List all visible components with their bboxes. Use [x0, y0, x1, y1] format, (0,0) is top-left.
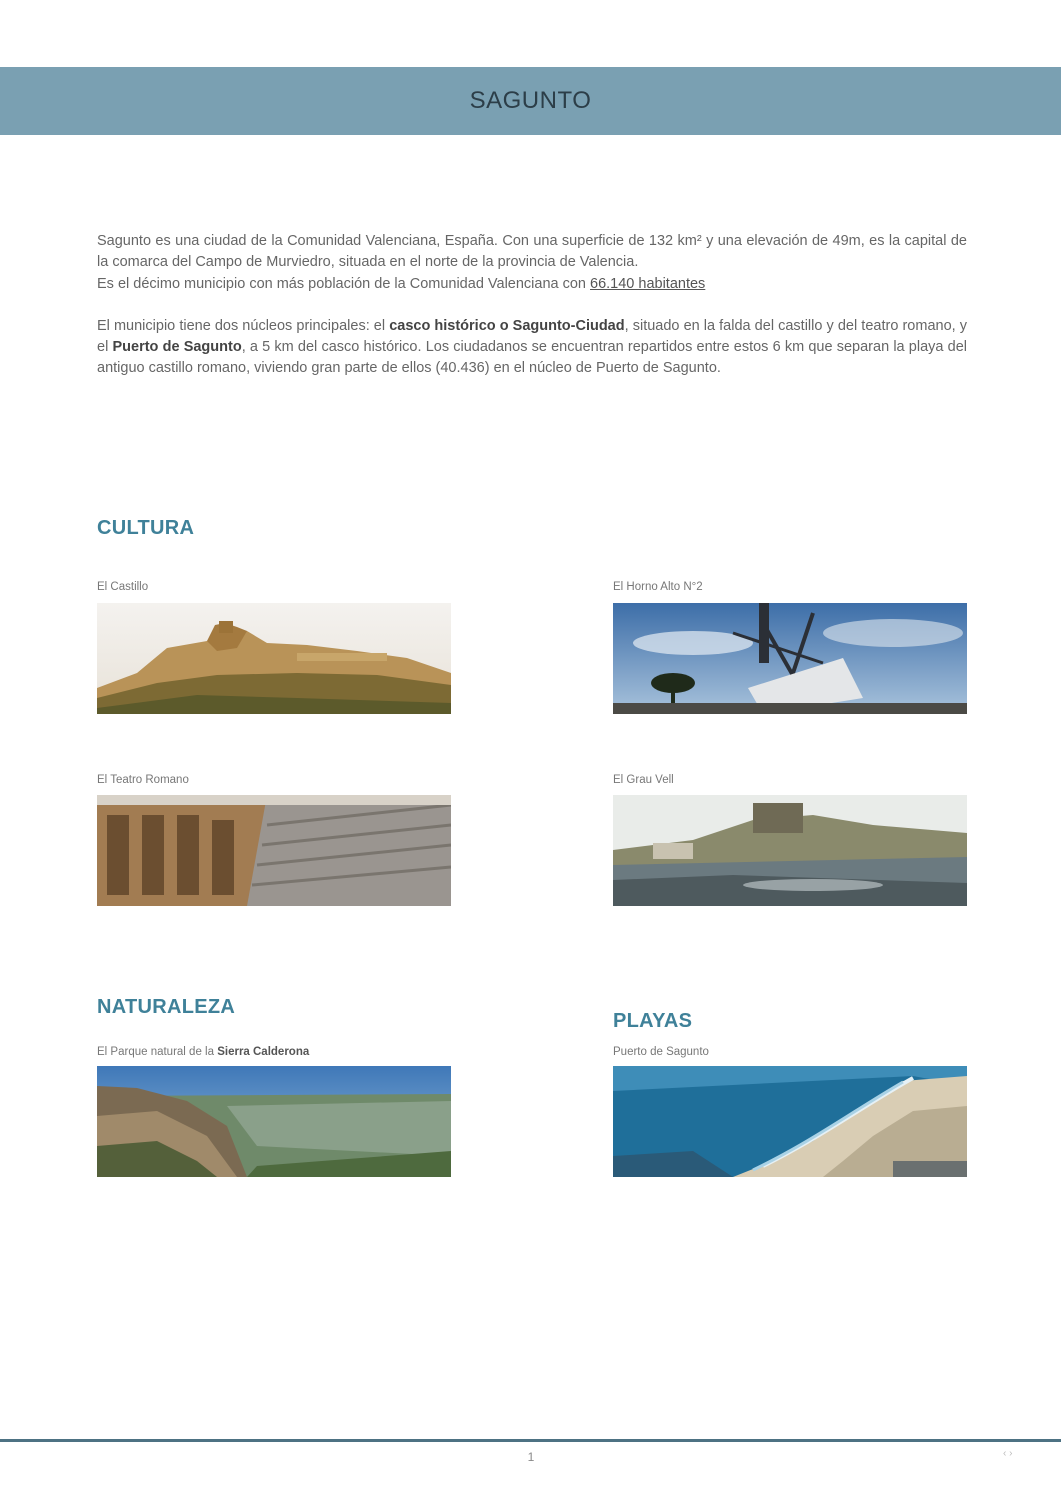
caption-sierra-bold: Sierra Calderona — [217, 1046, 310, 1058]
intro-paragraph-2 — [97, 316, 967, 380]
caption-puerto-sagunto: Puerto de Sagunto — [613, 1046, 709, 1058]
caption-castillo: El Castillo — [97, 581, 149, 593]
section-title-cultura: CULTURA — [97, 517, 195, 539]
caption-sierra-calderona — [97, 1046, 309, 1058]
photo-teatro-romano — [97, 795, 451, 906]
footer-line — [0, 1439, 1061, 1442]
intro-p3-bold-2: Puerto de Sagunto — [112, 339, 242, 356]
intro-p3-bold-1: casco histórico o Sagunto-Ciudad — [389, 317, 625, 334]
photo-sierra-calderona — [97, 1066, 451, 1177]
intro-p3-e: , a 5 km del casco histórico. Los ciudadanos se encuentran repartidos entre estos 6 km que separan la playa del antiguo castillo romano, viviendo gran parte de ellos (40.436) en el núcleo de Puerto de Sagunto. — [97, 339, 967, 377]
corner-mark: ‹ › — [1003, 1448, 1013, 1459]
photo-puerto-sagunto — [613, 1066, 967, 1177]
intro-text — [97, 231, 967, 380]
intro-p3-a: El municipio tiene dos núcleos principales: el — [97, 317, 390, 334]
intro-p3-c: , situado en la falda del castillo y del teatro romano, y el — [97, 317, 967, 356]
photo-grau-vell — [613, 795, 967, 906]
intro-p2-text: Es el décimo municipio con más población de la Comunidad Valenciana con — [97, 275, 591, 292]
photo-horno-alto — [613, 603, 967, 714]
page-number: 1 — [527, 1450, 535, 1464]
caption-horno-alto: El Horno Alto N°2 — [613, 581, 703, 593]
section-title-playas: PLAYAS — [613, 1010, 693, 1032]
section-title-naturaleza: NATURALEZA — [97, 996, 236, 1018]
page-title: SAGUNTO — [469, 87, 592, 114]
intro-paragraph-1 — [97, 231, 967, 295]
caption-sierra-prefix: El Parque natural de la — [97, 1046, 218, 1058]
intro-p1-text: Sagunto es una ciudad de la Comunidad Valenciana, España. Con una superficie de 132 km² y una elevación de 49m, es la capital de la comarca del Campo de Murviedro, situada en el norte de la provincia de Valencia. — [97, 233, 967, 271]
caption-grau-vell: El Grau Vell — [613, 774, 674, 786]
header-band — [0, 67, 1061, 135]
caption-teatro-romano: El Teatro Romano — [97, 774, 189, 786]
population-link[interactable]: 66.140 habitantes — [590, 275, 706, 292]
photo-castillo — [97, 603, 451, 714]
